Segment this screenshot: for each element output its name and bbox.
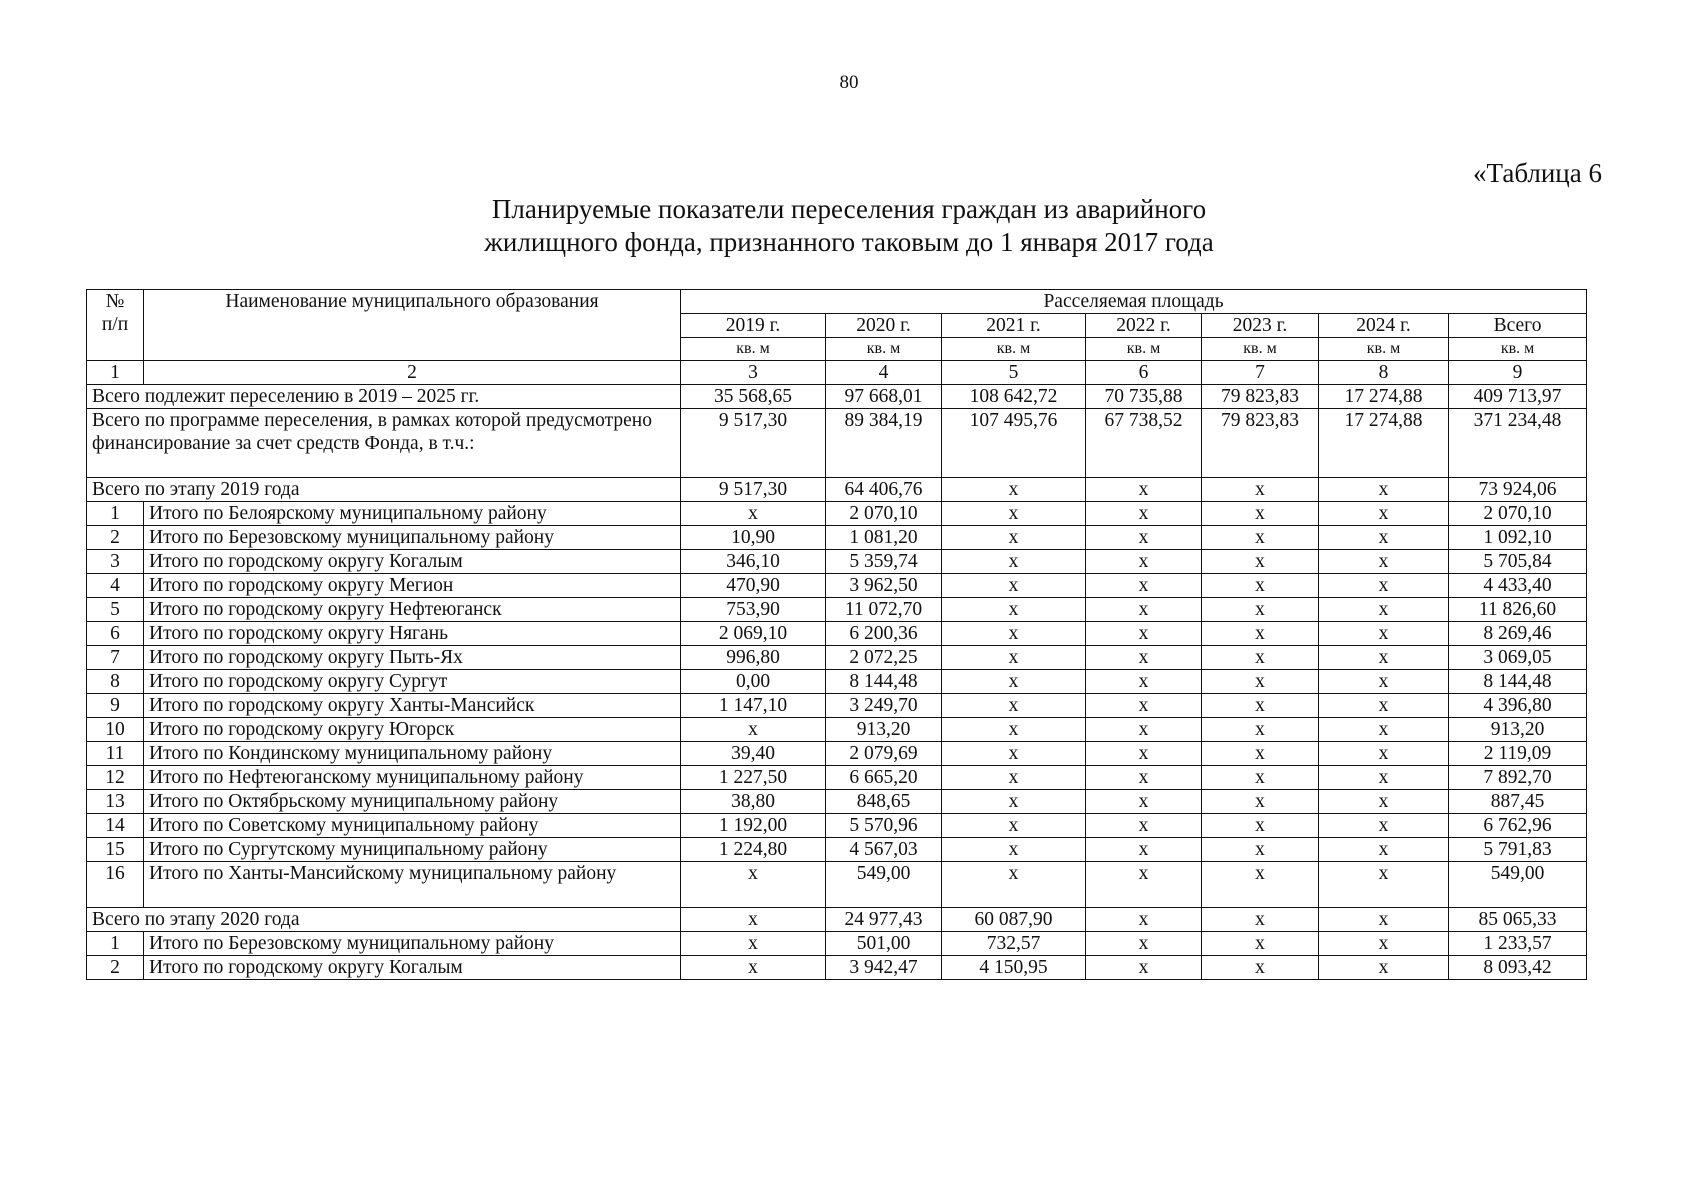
value-cell: х <box>1202 478 1319 502</box>
value-cell: х <box>1319 502 1449 526</box>
value-cell: 10,90 <box>681 526 826 550</box>
table-row <box>87 956 1587 980</box>
municipality-name: Итого по городскому округу Когалым <box>144 956 681 980</box>
municipality-name: Итого по городскому округу Сургут <box>144 670 681 694</box>
value-cell: х <box>1202 790 1319 814</box>
value-cell: х <box>942 790 1086 814</box>
value-cell: х <box>1202 908 1319 932</box>
value-cell: х <box>942 598 1086 622</box>
table-row <box>87 598 1587 622</box>
value-cell: х <box>1319 742 1449 766</box>
header-unit: кв. м <box>1319 338 1449 361</box>
header-unit: кв. м <box>1202 338 1319 361</box>
table-row <box>87 814 1587 838</box>
value-cell: х <box>1086 908 1202 932</box>
value-cell: 1 233,57 <box>1449 932 1587 956</box>
value-cell: 4 396,80 <box>1449 694 1587 718</box>
value-cell: х <box>1202 766 1319 790</box>
value-cell: х <box>942 718 1086 742</box>
value-cell: х <box>681 956 826 980</box>
value-cell: х <box>1202 838 1319 862</box>
header-row <box>87 290 1587 314</box>
summary-label: Всего подлежит переселению в 2019 – 2025 гг. <box>87 385 681 409</box>
value-cell: 7 892,70 <box>1449 766 1587 790</box>
resettlement-table <box>86 289 1587 980</box>
header-year: 2020 г. <box>826 314 942 338</box>
municipality-name: Итого по Ханты-Мансийскому муниципальному району <box>144 862 681 908</box>
value-cell: х <box>1086 526 1202 550</box>
value-cell: 346,10 <box>681 550 826 574</box>
header-year: Всего <box>1449 314 1587 338</box>
value-cell: х <box>942 526 1086 550</box>
value-cell: х <box>1086 838 1202 862</box>
value-cell: 17 274,88 <box>1319 409 1449 478</box>
value-cell: 1 081,20 <box>826 526 942 550</box>
stage-total-row <box>87 478 1587 502</box>
value-cell: х <box>1319 574 1449 598</box>
value-cell: х <box>1202 622 1319 646</box>
value-cell: х <box>1319 646 1449 670</box>
value-cell: х <box>1086 862 1202 908</box>
value-cell: х <box>942 550 1086 574</box>
column-numbers-row <box>87 361 1587 385</box>
municipality-name: Итого по Нефтеюганскому муниципальному району <box>144 766 681 790</box>
value-cell: х <box>1319 478 1449 502</box>
value-cell: 913,20 <box>1449 718 1587 742</box>
municipality-name: Итого по Советскому муниципальному району <box>144 814 681 838</box>
row-number: 10 <box>87 718 144 742</box>
value-cell: 8 093,42 <box>1449 956 1587 980</box>
value-cell: х <box>942 694 1086 718</box>
column-number: 6 <box>1086 361 1202 385</box>
column-number: 8 <box>1319 361 1449 385</box>
row-number: 2 <box>87 526 144 550</box>
column-number: 5 <box>942 361 1086 385</box>
value-cell: 913,20 <box>826 718 942 742</box>
value-cell: х <box>1086 790 1202 814</box>
value-cell: х <box>942 502 1086 526</box>
table-row <box>87 550 1587 574</box>
value-cell: х <box>1319 932 1449 956</box>
value-cell: х <box>942 622 1086 646</box>
value-cell: 549,00 <box>826 862 942 908</box>
value-cell: х <box>1319 550 1449 574</box>
value-cell: 887,45 <box>1449 790 1587 814</box>
value-cell: 38,80 <box>681 790 826 814</box>
value-cell: х <box>1319 838 1449 862</box>
value-cell: х <box>1086 598 1202 622</box>
value-cell: х <box>681 908 826 932</box>
header-num-symbol: № <box>105 291 125 312</box>
row-number: 16 <box>87 862 144 908</box>
value-cell: х <box>1319 956 1449 980</box>
row-number: 1 <box>87 502 144 526</box>
value-cell: х <box>1202 670 1319 694</box>
value-cell: х <box>942 670 1086 694</box>
page-number: 80 <box>839 72 859 93</box>
value-cell: 108 642,72 <box>942 385 1086 409</box>
stage-total-row <box>87 908 1587 932</box>
value-cell: х <box>1202 956 1319 980</box>
value-cell: 9 517,30 <box>681 409 826 478</box>
value-cell: 8 269,46 <box>1449 622 1587 646</box>
value-cell: 996,80 <box>681 646 826 670</box>
value-cell: х <box>1202 742 1319 766</box>
value-cell: 17 274,88 <box>1319 385 1449 409</box>
value-cell: х <box>1319 908 1449 932</box>
value-cell: 5 359,74 <box>826 550 942 574</box>
value-cell: х <box>1086 478 1202 502</box>
value-cell: 6 200,36 <box>826 622 942 646</box>
stage-label: Всего по этапу 2020 года <box>87 908 681 932</box>
value-cell: х <box>942 766 1086 790</box>
value-cell: х <box>1086 670 1202 694</box>
row-number: 3 <box>87 550 144 574</box>
table-row <box>87 718 1587 742</box>
column-number: 4 <box>826 361 942 385</box>
municipality-name: Итого по Белоярскому муниципальному району <box>144 502 681 526</box>
municipality-name: Итого по городскому округу Югорск <box>144 718 681 742</box>
value-cell: х <box>1086 718 1202 742</box>
value-cell: 6 762,96 <box>1449 814 1587 838</box>
value-cell: 2 072,25 <box>826 646 942 670</box>
municipality-name: Итого по Кондинскому муниципальному району <box>144 742 681 766</box>
value-cell: 5 570,96 <box>826 814 942 838</box>
value-cell: х <box>681 718 826 742</box>
value-cell: 79 823,83 <box>1202 385 1319 409</box>
value-cell: 1 147,10 <box>681 694 826 718</box>
row-number: 13 <box>87 790 144 814</box>
value-cell: х <box>1202 932 1319 956</box>
header-num <box>87 290 144 361</box>
row-number: 1 <box>87 932 144 956</box>
value-cell: 6 665,20 <box>826 766 942 790</box>
value-cell: х <box>1202 526 1319 550</box>
value-cell: 11 072,70 <box>826 598 942 622</box>
table-row <box>87 646 1587 670</box>
header-name: Наименование муниципального образования <box>144 290 681 361</box>
value-cell: 2 079,69 <box>826 742 942 766</box>
value-cell: 1 227,50 <box>681 766 826 790</box>
value-cell: х <box>1319 670 1449 694</box>
row-number: 2 <box>87 956 144 980</box>
value-cell: х <box>681 862 826 908</box>
value-cell: 549,00 <box>1449 862 1587 908</box>
value-cell: х <box>1202 502 1319 526</box>
value-cell: 409 713,97 <box>1449 385 1587 409</box>
row-number: 9 <box>87 694 144 718</box>
title-line: жилищного фонда, признанного таковым до 1 января 2017 года <box>484 227 1214 257</box>
row-number: 11 <box>87 742 144 766</box>
municipality-name: Итого по Березовскому муниципальному району <box>144 932 681 956</box>
value-cell: 371 234,48 <box>1449 409 1587 478</box>
value-cell: х <box>1319 526 1449 550</box>
value-cell: х <box>1202 718 1319 742</box>
municipality-name: Итого по Сургутскому муниципальному району <box>144 838 681 862</box>
value-cell: 3 249,70 <box>826 694 942 718</box>
column-number: 3 <box>681 361 826 385</box>
value-cell: х <box>942 478 1086 502</box>
header-year: 2022 г. <box>1086 314 1202 338</box>
value-cell: 3 962,50 <box>826 574 942 598</box>
column-number: 2 <box>144 361 681 385</box>
value-cell: х <box>1202 550 1319 574</box>
table-row <box>87 838 1587 862</box>
table-body <box>87 385 1587 980</box>
column-number: 1 <box>87 361 144 385</box>
municipality-name: Итого по городскому округу Ханты-Мансийск <box>144 694 681 718</box>
value-cell: 3 069,05 <box>1449 646 1587 670</box>
value-cell: х <box>681 502 826 526</box>
value-cell: 24 977,43 <box>826 908 942 932</box>
value-cell: 67 738,52 <box>1086 409 1202 478</box>
value-cell: 2 070,10 <box>1449 502 1587 526</box>
value-cell: х <box>1086 622 1202 646</box>
value-cell: х <box>1086 742 1202 766</box>
value-cell: х <box>1086 932 1202 956</box>
municipality-name: Итого по городскому округу Пыть-Ях <box>144 646 681 670</box>
value-cell: х <box>1319 622 1449 646</box>
table-row <box>87 526 1587 550</box>
table-row <box>87 742 1587 766</box>
value-cell: х <box>1202 814 1319 838</box>
value-cell: х <box>942 646 1086 670</box>
title-line: Планируемые показатели переселения граждан из аварийного <box>491 194 1207 224</box>
row-number: 8 <box>87 670 144 694</box>
value-cell: 35 568,65 <box>681 385 826 409</box>
value-cell: х <box>1086 574 1202 598</box>
value-cell: х <box>942 814 1086 838</box>
row-number: 4 <box>87 574 144 598</box>
municipality-name: Итого по Березовскому муниципальному району <box>144 526 681 550</box>
summary-label: Всего по программе переселения, в рамках которой предусмотрено финансирование за счет средств Фонда, в т.ч.: <box>87 409 681 478</box>
value-cell: 70 735,88 <box>1086 385 1202 409</box>
value-cell: 97 668,01 <box>826 385 942 409</box>
value-cell: 39,40 <box>681 742 826 766</box>
value-cell: 2 069,10 <box>681 622 826 646</box>
header-unit: кв. м <box>942 338 1086 361</box>
value-cell: х <box>942 574 1086 598</box>
header-unit: кв. м <box>826 338 942 361</box>
value-cell: 753,90 <box>681 598 826 622</box>
municipality-name: Итого по городскому округу Когалым <box>144 550 681 574</box>
table-caption: «Таблица 6 <box>1473 158 1602 188</box>
value-cell: 732,57 <box>942 932 1086 956</box>
row-number: 6 <box>87 622 144 646</box>
value-cell: х <box>1202 862 1319 908</box>
header-unit: кв. м <box>681 338 826 361</box>
header-year: 2024 г. <box>1319 314 1449 338</box>
table-row <box>87 862 1587 908</box>
header-year: 2019 г. <box>681 314 826 338</box>
value-cell: х <box>1086 814 1202 838</box>
value-cell: х <box>1319 862 1449 908</box>
municipality-name: Итого по городскому округу Нефтеюганск <box>144 598 681 622</box>
value-cell: х <box>1319 766 1449 790</box>
municipality-name: Итого по городскому округу Нягань <box>144 622 681 646</box>
value-cell: 470,90 <box>681 574 826 598</box>
header-num-abbr: п/п <box>101 314 129 335</box>
value-cell: 1 092,10 <box>1449 526 1587 550</box>
value-cell: х <box>1202 574 1319 598</box>
value-cell: х <box>1086 766 1202 790</box>
row-number: 12 <box>87 766 144 790</box>
table-row <box>87 932 1587 956</box>
value-cell: х <box>1319 718 1449 742</box>
value-cell: 64 406,76 <box>826 478 942 502</box>
column-number: 9 <box>1449 361 1587 385</box>
stage-label: Всего по этапу 2019 года <box>87 478 681 502</box>
row-number: 5 <box>87 598 144 622</box>
value-cell: 1 224,80 <box>681 838 826 862</box>
value-cell: х <box>681 932 826 956</box>
value-cell: 5 791,83 <box>1449 838 1587 862</box>
value-cell: 2 070,10 <box>826 502 942 526</box>
value-cell: 11 826,60 <box>1449 598 1587 622</box>
value-cell: х <box>942 742 1086 766</box>
header-group: Расселяемая площадь <box>681 290 1587 314</box>
value-cell: 3 942,47 <box>826 956 942 980</box>
header-year: 2023 г. <box>1202 314 1319 338</box>
value-cell: х <box>1319 814 1449 838</box>
value-cell: 4 433,40 <box>1449 574 1587 598</box>
value-cell: 4 567,03 <box>826 838 942 862</box>
table-row <box>87 622 1587 646</box>
value-cell: 5 705,84 <box>1449 550 1587 574</box>
value-cell: 60 087,90 <box>942 908 1086 932</box>
value-cell: 2 119,09 <box>1449 742 1587 766</box>
value-cell: 0,00 <box>681 670 826 694</box>
header-unit: кв. м <box>1449 338 1587 361</box>
value-cell: х <box>1319 790 1449 814</box>
value-cell: х <box>1086 956 1202 980</box>
table-row <box>87 502 1587 526</box>
value-cell: 89 384,19 <box>826 409 942 478</box>
value-cell: х <box>1319 694 1449 718</box>
value-cell: 9 517,30 <box>681 478 826 502</box>
value-cell: х <box>1202 598 1319 622</box>
value-cell: 8 144,48 <box>1449 670 1587 694</box>
value-cell: х <box>1202 694 1319 718</box>
row-number: 14 <box>87 814 144 838</box>
column-number: 7 <box>1202 361 1319 385</box>
municipality-name: Итого по Октябрьскому муниципальному району <box>144 790 681 814</box>
value-cell: 107 495,76 <box>942 409 1086 478</box>
table-row <box>87 694 1587 718</box>
table-row <box>87 574 1587 598</box>
value-cell: 848,65 <box>826 790 942 814</box>
value-cell: 79 823,83 <box>1202 409 1319 478</box>
document-title <box>0 193 1698 259</box>
value-cell: 1 192,00 <box>681 814 826 838</box>
value-cell: 85 065,33 <box>1449 908 1587 932</box>
value-cell: х <box>1202 646 1319 670</box>
header-unit: кв. м <box>1086 338 1202 361</box>
summary-row <box>87 385 1587 409</box>
value-cell: х <box>1086 502 1202 526</box>
value-cell: х <box>942 838 1086 862</box>
value-cell: х <box>1086 694 1202 718</box>
value-cell: х <box>1319 598 1449 622</box>
table-row <box>87 670 1587 694</box>
value-cell: 73 924,06 <box>1449 478 1587 502</box>
table-row <box>87 790 1587 814</box>
value-cell: 501,00 <box>826 932 942 956</box>
header-year: 2021 г. <box>942 314 1086 338</box>
value-cell: х <box>942 862 1086 908</box>
table-row <box>87 766 1587 790</box>
row-number: 7 <box>87 646 144 670</box>
value-cell: х <box>1086 550 1202 574</box>
summary-row <box>87 409 1587 478</box>
row-number: 15 <box>87 838 144 862</box>
municipality-name: Итого по городскому округу Мегион <box>144 574 681 598</box>
value-cell: 4 150,95 <box>942 956 1086 980</box>
value-cell: х <box>1086 646 1202 670</box>
value-cell: 8 144,48 <box>826 670 942 694</box>
